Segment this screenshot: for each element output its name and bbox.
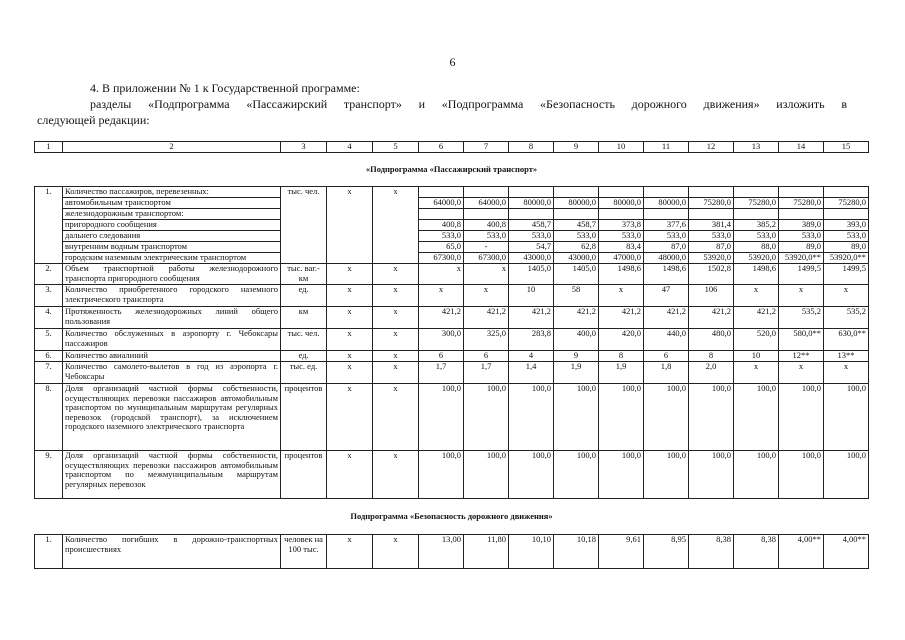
header-cell: 13 <box>734 142 779 153</box>
value-cell: 100,0 <box>689 384 734 451</box>
value-cell: x <box>464 285 509 307</box>
cell-col4: x <box>327 362 373 384</box>
value-cell: 80000,0 <box>644 198 689 209</box>
indicator-name: Доля организаций частной формы собственности, осуществляющих перевозки пассажиров автомобильным транспортом по межмуниципальным маршрутам регулярных перевозок <box>63 451 281 499</box>
value-cell <box>554 209 599 220</box>
header-cell: 12 <box>689 142 734 153</box>
value-cell: 389,0 <box>779 220 824 231</box>
section-title-road-safety: Подпрограмма «Безопасность дорожного движения» <box>350 510 553 521</box>
value-cell <box>779 209 824 220</box>
value-cell: 533,0 <box>824 231 869 242</box>
header-cell: 8 <box>509 142 554 153</box>
value-cell: 100,0 <box>464 384 509 451</box>
value-cell: 533,0 <box>464 231 509 242</box>
cell-col5: x <box>373 285 419 307</box>
header-cell: 6 <box>419 142 464 153</box>
value-cell: 533,0 <box>554 231 599 242</box>
value-cell: 1405,0 <box>554 264 599 285</box>
indicator-name: городским наземным электрическим транспортом <box>63 253 281 264</box>
unit-cell: км <box>281 307 327 329</box>
value-cell: 1,8 <box>644 362 689 384</box>
value-cell: 440,0 <box>644 329 689 351</box>
value-cell: 8,38 <box>734 535 779 569</box>
intro-line-3: следующей редакции: <box>37 113 150 127</box>
unit-cell: тыс. чел. <box>281 187 327 264</box>
value-cell: 1,7 <box>419 362 464 384</box>
value-cell <box>824 187 869 198</box>
value-cell <box>419 187 464 198</box>
value-cell: 100,0 <box>599 451 644 499</box>
cell-col4: x <box>327 307 373 329</box>
header-cell: 10 <box>599 142 644 153</box>
table-row <box>35 307 869 329</box>
cell-col5: x <box>373 187 419 264</box>
value-cell: 100,0 <box>734 451 779 499</box>
value-cell: 80000,0 <box>554 198 599 209</box>
value-cell: 8,38 <box>689 535 734 569</box>
value-cell: 54,7 <box>509 242 554 253</box>
unit-cell: тыс. ваг.-км <box>281 264 327 285</box>
indicator-name: внутренним водным транспортом <box>63 242 281 253</box>
value-cell: 67300,0 <box>464 253 509 264</box>
value-cell: 65,0 <box>419 242 464 253</box>
header-cell: 4 <box>327 142 373 153</box>
value-cell: 53920,0** <box>779 253 824 264</box>
row-number: 6. <box>35 351 63 362</box>
value-cell: 420,0 <box>599 329 644 351</box>
value-cell: 53920,0** <box>824 253 869 264</box>
value-cell <box>464 209 509 220</box>
value-cell: 373,8 <box>599 220 644 231</box>
value-cell: 1498,6 <box>734 264 779 285</box>
value-cell <box>689 187 734 198</box>
value-cell: 43000,0 <box>509 253 554 264</box>
value-cell: 100,0 <box>554 451 599 499</box>
value-cell <box>644 187 689 198</box>
section-title-row <box>35 499 869 535</box>
value-cell: 400,0 <box>554 329 599 351</box>
value-cell: x <box>779 285 824 307</box>
value-cell: 381,4 <box>689 220 734 231</box>
value-cell: 11,80 <box>464 535 509 569</box>
value-cell <box>689 209 734 220</box>
value-cell: 1498,6 <box>644 264 689 285</box>
value-cell: 13** <box>824 351 869 362</box>
table-row <box>35 264 869 285</box>
value-cell: 100,0 <box>689 451 734 499</box>
value-cell: 89,0 <box>824 242 869 253</box>
unit-cell: процентов <box>281 384 327 451</box>
cell-col5: x <box>373 307 419 329</box>
value-cell: 8,95 <box>644 535 689 569</box>
cell-col4: x <box>327 187 373 264</box>
value-cell <box>779 187 824 198</box>
value-cell: x <box>419 264 464 285</box>
value-cell: 533,0 <box>509 231 554 242</box>
value-cell: 6 <box>644 351 689 362</box>
value-cell: 100,0 <box>779 451 824 499</box>
value-cell: 9 <box>554 351 599 362</box>
value-cell: 80000,0 <box>599 198 644 209</box>
value-cell: 87,0 <box>689 242 734 253</box>
value-cell: 43000,0 <box>554 253 599 264</box>
value-cell: 6 <box>464 351 509 362</box>
cell-col4: x <box>327 351 373 362</box>
header-cell: 9 <box>554 142 599 153</box>
indicator-name: Количество пассажиров, перевезенных: <box>63 187 281 198</box>
value-cell: x <box>824 285 869 307</box>
value-cell: 1502,8 <box>689 264 734 285</box>
table-row <box>35 198 869 209</box>
value-cell: 75280,0 <box>779 198 824 209</box>
table-row <box>35 451 869 499</box>
value-cell: 83,4 <box>599 242 644 253</box>
row-number: 1. <box>35 535 63 569</box>
value-cell: 100,0 <box>419 451 464 499</box>
value-cell: 100,0 <box>734 384 779 451</box>
indicator-name: пригородного сообщения <box>63 220 281 231</box>
value-cell: 10 <box>734 351 779 362</box>
row-number: 9. <box>35 451 63 499</box>
value-cell: 2,0 <box>689 362 734 384</box>
value-cell: 421,2 <box>734 307 779 329</box>
header-cell: 15 <box>824 142 869 153</box>
cell-col5: x <box>373 535 419 569</box>
row-number: 5. <box>35 329 63 351</box>
section-title-row <box>35 153 869 187</box>
header-cell: 7 <box>464 142 509 153</box>
value-cell: 421,2 <box>644 307 689 329</box>
value-cell: 1,4 <box>509 362 554 384</box>
value-cell: 100,0 <box>464 451 509 499</box>
header-cell: 3 <box>281 142 327 153</box>
value-cell: 89,0 <box>779 242 824 253</box>
value-cell: 421,2 <box>689 307 734 329</box>
value-cell: 520,0 <box>734 329 779 351</box>
value-cell: 1499,5 <box>824 264 869 285</box>
header-cell: 14 <box>779 142 824 153</box>
value-cell: 400,8 <box>419 220 464 231</box>
value-cell: 325,0 <box>464 329 509 351</box>
value-cell: 47000,0 <box>599 253 644 264</box>
value-cell: 48000,0 <box>644 253 689 264</box>
value-cell: 8 <box>689 351 734 362</box>
value-cell: 75280,0 <box>689 198 734 209</box>
table-row <box>35 231 869 242</box>
value-cell: 12** <box>779 351 824 362</box>
value-cell <box>644 209 689 220</box>
value-cell: 106 <box>689 285 734 307</box>
value-cell: x <box>419 285 464 307</box>
value-cell: 64000,0 <box>419 198 464 209</box>
value-cell: 10,10 <box>509 535 554 569</box>
value-cell: x <box>599 285 644 307</box>
value-cell: 300,0 <box>419 329 464 351</box>
value-cell: 421,2 <box>554 307 599 329</box>
value-cell: 421,2 <box>419 307 464 329</box>
value-cell: 75280,0 <box>824 198 869 209</box>
value-cell: 535,2 <box>779 307 824 329</box>
table-row <box>35 384 869 451</box>
value-cell: 533,0 <box>419 231 464 242</box>
row-number: 2. <box>35 264 63 285</box>
cell-col5: x <box>373 362 419 384</box>
value-cell: x <box>734 362 779 384</box>
value-cell <box>824 209 869 220</box>
value-cell: 533,0 <box>734 231 779 242</box>
value-cell: x <box>464 264 509 285</box>
indicator-name: Доля организаций частной формы собственности, осуществляющих перевозки пассажиров автомобильным транспортом по муниципальным маршрутам регулярных перевозок (городской транспорт), за исключением городского наземного электрического транспорта <box>63 384 281 451</box>
value-cell: 421,2 <box>599 307 644 329</box>
unit-cell: ед. <box>281 351 327 362</box>
intro-line-2: разделы «Подпрограмма «Пассажирский транспорт» и «Подпрограмма «Безопасность дорожного движения» изложить в <box>90 97 847 111</box>
value-cell: x <box>824 362 869 384</box>
cell-col4: x <box>327 451 373 499</box>
value-cell: 283,8 <box>509 329 554 351</box>
table-row <box>35 209 869 220</box>
value-cell <box>464 187 509 198</box>
value-cell: 100,0 <box>779 384 824 451</box>
value-cell: 533,0 <box>599 231 644 242</box>
indicator-name: Протяженность железнодорожных линий общего пользования <box>63 307 281 329</box>
header-cell: 5 <box>373 142 419 153</box>
value-cell <box>419 209 464 220</box>
value-cell: 9,61 <box>599 535 644 569</box>
header-cell: 1 <box>35 142 63 153</box>
cell-col5: x <box>373 384 419 451</box>
value-cell: 4,00** <box>779 535 824 569</box>
value-cell: x <box>779 362 824 384</box>
indicator-name: Количество приобретенного городского наземного электрического транспорта <box>63 285 281 307</box>
indicator-name: Количество погибших в дорожно-транспортных происшествиях <box>63 535 281 569</box>
value-cell: 400,8 <box>464 220 509 231</box>
table-row <box>35 242 869 253</box>
value-cell: 10 <box>509 285 554 307</box>
unit-cell: тыс. чел. <box>281 329 327 351</box>
cell-col4: x <box>327 264 373 285</box>
value-cell <box>734 187 779 198</box>
value-cell: 630,0** <box>824 329 869 351</box>
unit-cell: человек на 100 тыс. <box>281 535 327 569</box>
table-row <box>35 351 869 362</box>
value-cell: 533,0 <box>689 231 734 242</box>
value-cell: 53920,0 <box>734 253 779 264</box>
value-cell: 100,0 <box>554 384 599 451</box>
value-cell <box>509 187 554 198</box>
value-cell <box>599 209 644 220</box>
value-cell: 393,0 <box>824 220 869 231</box>
value-cell: 100,0 <box>599 384 644 451</box>
header-cell: 11 <box>644 142 689 153</box>
header-cell: 2 <box>63 142 281 153</box>
value-cell: 533,0 <box>779 231 824 242</box>
table-row <box>35 187 869 198</box>
value-cell: 10,18 <box>554 535 599 569</box>
cell-col5: x <box>373 329 419 351</box>
cell-col4: x <box>327 285 373 307</box>
value-cell: 4,00** <box>824 535 869 569</box>
value-cell: 1,7 <box>464 362 509 384</box>
indicator-name: Количество обслуженных в аэропорту г. Чебоксары пассажиров <box>63 329 281 351</box>
value-cell: 13,00 <box>419 535 464 569</box>
value-cell: 100,0 <box>644 451 689 499</box>
value-cell: 385,2 <box>734 220 779 231</box>
value-cell: 100,0 <box>419 384 464 451</box>
unit-cell: тыс. ед. <box>281 362 327 384</box>
value-cell <box>599 187 644 198</box>
value-cell: 1,9 <box>554 362 599 384</box>
value-cell: 8 <box>599 351 644 362</box>
header-row <box>35 142 869 153</box>
value-cell: 533,0 <box>644 231 689 242</box>
value-cell: 1,9 <box>599 362 644 384</box>
table-row <box>35 329 869 351</box>
value-cell: 1499,5 <box>779 264 824 285</box>
intro-text <box>37 80 847 128</box>
indicator-name: Объем транспортной работы железнодорожного транспорта пригородного сообщения <box>63 264 281 285</box>
value-cell: 67300,0 <box>419 253 464 264</box>
value-cell: x <box>734 285 779 307</box>
row-number: 1. <box>35 187 63 264</box>
cell-col5: x <box>373 351 419 362</box>
indicator-name: дальнего следования <box>63 231 281 242</box>
value-cell <box>734 209 779 220</box>
value-cell: 100,0 <box>824 384 869 451</box>
value-cell: 80000,0 <box>509 198 554 209</box>
value-cell: 47 <box>644 285 689 307</box>
row-number: 8. <box>35 384 63 451</box>
value-cell: 1405,0 <box>509 264 554 285</box>
cell-col4: x <box>327 329 373 351</box>
value-cell: 100,0 <box>509 451 554 499</box>
table-row <box>35 253 869 264</box>
value-cell: 58 <box>554 285 599 307</box>
value-cell: 62,8 <box>554 242 599 253</box>
value-cell: 421,2 <box>464 307 509 329</box>
value-cell: 100,0 <box>644 384 689 451</box>
value-cell: 580,0** <box>779 329 824 351</box>
row-number: 7. <box>35 362 63 384</box>
row-number: 4. <box>35 307 63 329</box>
unit-cell: ед. <box>281 285 327 307</box>
cell-col5: x <box>373 264 419 285</box>
value-cell: 535,2 <box>824 307 869 329</box>
value-cell: 53920,0 <box>689 253 734 264</box>
value-cell <box>509 209 554 220</box>
value-cell: 100,0 <box>824 451 869 499</box>
intro-line-1: 4. В приложении № 1 к Государственной программе: <box>90 81 360 95</box>
table-row <box>35 535 869 569</box>
value-cell: 377,6 <box>644 220 689 231</box>
value-cell: 480,0 <box>689 329 734 351</box>
page-number: 6 <box>449 55 456 69</box>
value-cell: 75280,0 <box>734 198 779 209</box>
value-cell: 6 <box>419 351 464 362</box>
table-row <box>35 362 869 384</box>
value-cell <box>554 187 599 198</box>
table-row <box>35 285 869 307</box>
indicator-name: Количество самолето-вылетов в год из аэропорта г. Чебоксары <box>63 362 281 384</box>
value-cell: 88,0 <box>734 242 779 253</box>
indicator-name: железнодорожным транспортом: <box>63 209 281 220</box>
value-cell: 100,0 <box>509 384 554 451</box>
table-row <box>35 220 869 231</box>
cell-col4: x <box>327 384 373 451</box>
cell-col5: x <box>373 451 419 499</box>
indicator-name: Количество авиалиний <box>63 351 281 362</box>
cell-col4: x <box>327 535 373 569</box>
value-cell: 458,7 <box>554 220 599 231</box>
value-cell: 4 <box>509 351 554 362</box>
section-title-passenger: «Подпрограмма «Пассажирский транспорт» <box>365 163 538 174</box>
value-cell: 421,2 <box>509 307 554 329</box>
indicators-table <box>34 141 869 569</box>
unit-cell: процентов <box>281 451 327 499</box>
value-cell: 458,7 <box>509 220 554 231</box>
row-number: 3. <box>35 285 63 307</box>
indicator-name: автомобильным транспортом <box>63 198 281 209</box>
value-cell: 64000,0 <box>464 198 509 209</box>
value-cell: 1498,6 <box>599 264 644 285</box>
value-cell: 87,0 <box>644 242 689 253</box>
value-cell: - <box>464 242 509 253</box>
